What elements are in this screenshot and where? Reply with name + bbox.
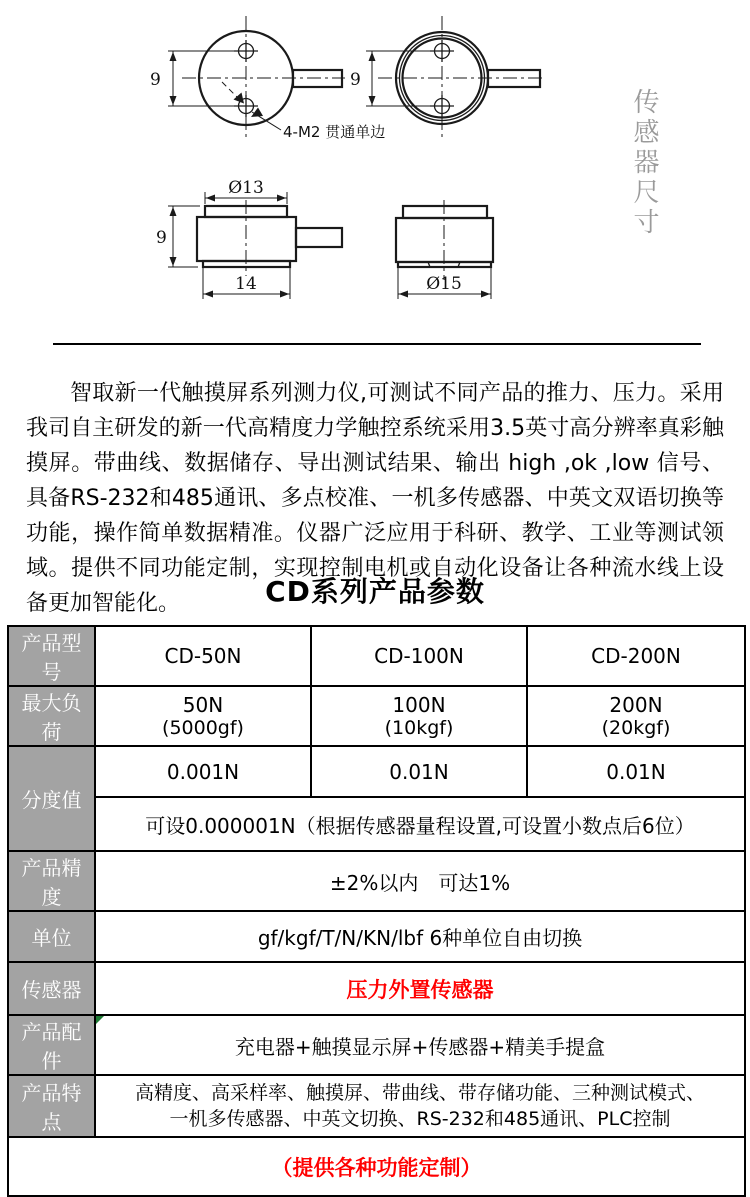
max-load-3-line2: (20kgf) xyxy=(601,717,671,739)
division-cell-1: 0.001N xyxy=(95,746,311,797)
ring-view-drawing xyxy=(350,16,545,140)
side-view-drawing xyxy=(156,178,342,299)
model-cd200n-cell: CD-200N xyxy=(527,626,745,686)
division-cell-2: 0.01N xyxy=(311,746,527,797)
table-row-units xyxy=(8,911,745,962)
features-line2: 一机多传感器、中英文切换、RS-232和485通讯、PLC控制 xyxy=(169,1108,671,1130)
side-view2-diameter-dim: Ø15 xyxy=(426,274,462,294)
side-view-base-width-dim: 14 xyxy=(235,274,257,294)
sensor-cell: 压力外置传感器 xyxy=(95,962,745,1015)
table-row-division-note xyxy=(8,797,745,851)
cell-flag-triangle-icon xyxy=(96,1016,104,1024)
accuracy-cell: ±2%以内 可达1% xyxy=(95,851,745,911)
row-label-model: 产品型号 xyxy=(8,626,95,686)
division-note-cell: 可设0.000001N（根据传感器量程设置,可设置小数点后6位） xyxy=(95,797,745,851)
max-load-cell-3 xyxy=(527,686,745,746)
max-load-cell-2 xyxy=(311,686,527,746)
table-row-model xyxy=(8,626,745,686)
accessories-text: 充电器+触摸显示屏+传感器+精美手提盒 xyxy=(234,1034,606,1059)
max-load-1-line2: (5000gf) xyxy=(162,717,244,739)
model-cd50n-cell: CD-50N xyxy=(95,626,311,686)
table-row-customization xyxy=(8,1137,745,1196)
spec-table xyxy=(7,625,746,1197)
customization-footer-cell: （提供各种功能定制） xyxy=(8,1137,745,1196)
row-label-accuracy: 产品精度 xyxy=(8,851,95,911)
table-row-accuracy xyxy=(8,851,745,911)
side-view2-drawing xyxy=(396,200,493,299)
table-row-sensor xyxy=(8,962,745,1015)
table-row-max-load xyxy=(8,686,745,746)
division-cell-3: 0.01N xyxy=(527,746,745,797)
features-cell xyxy=(95,1075,745,1137)
row-label-division: 分度值 xyxy=(8,746,95,851)
hole-spec-note: 4-M2 贯通单边 xyxy=(283,123,386,141)
max-load-2-line1: 100N xyxy=(392,693,446,717)
front-view-hole-spacing-dim: 9 xyxy=(150,70,161,90)
spec-table-title: CD系列产品参数 xyxy=(265,575,485,608)
table-row-features xyxy=(8,1075,745,1137)
units-cell: gf/kgf/T/N/KN/lbf 6种单位自由切换 xyxy=(95,911,745,962)
accessories-cell xyxy=(95,1015,745,1075)
table-row-division xyxy=(8,746,745,797)
model-cd100n-cell: CD-100N xyxy=(311,626,527,686)
features-line1: 高精度、高采样率、触摸屏、带曲线、带存储功能、三种测试模式、 xyxy=(134,1082,705,1104)
side-view-cap-diameter-dim: Ø13 xyxy=(228,178,264,198)
max-load-2-line2: (10kgf) xyxy=(384,717,454,739)
max-load-cell-1 xyxy=(95,686,311,746)
section-label-sensor-dimensions: 传感器尺寸 xyxy=(629,88,659,238)
product-intro-paragraph: 智取新一代触摸屏系列测力仪,可测试不同产品的推力、压力。采用我司自主研发的新一代高精度力学触控系统采用3.5英寸高分辨率真彩触摸屏。带曲线、数据储存、导出测试结果、输出 high ,ok ,low 信号、具备RS-232和485通讯、多点校准、一机多传感器、中英文双语切换等功能，操作简单数据精准。仪器广泛应用于科研、教学、工业等测试领域。提供不同功能定制，实现控制电机或自动化设备让各种流水线上设备更加智能化。 xyxy=(26,381,724,616)
row-label-sensor: 传感器 xyxy=(8,962,95,1015)
row-label-max-load: 最大负荷 xyxy=(8,686,95,746)
row-label-units: 单位 xyxy=(8,911,95,962)
ring-view-hole-spacing-dim: 9 xyxy=(350,70,361,90)
row-label-features: 产品特点 xyxy=(8,1075,95,1137)
side-view-height-dim: 9 xyxy=(156,228,167,248)
horizontal-divider xyxy=(53,343,701,345)
max-load-1-line1: 50N xyxy=(182,693,224,717)
max-load-3-line1: 200N xyxy=(609,693,663,717)
row-label-accessories: 产品配件 xyxy=(8,1015,95,1075)
table-row-accessories xyxy=(8,1015,745,1075)
